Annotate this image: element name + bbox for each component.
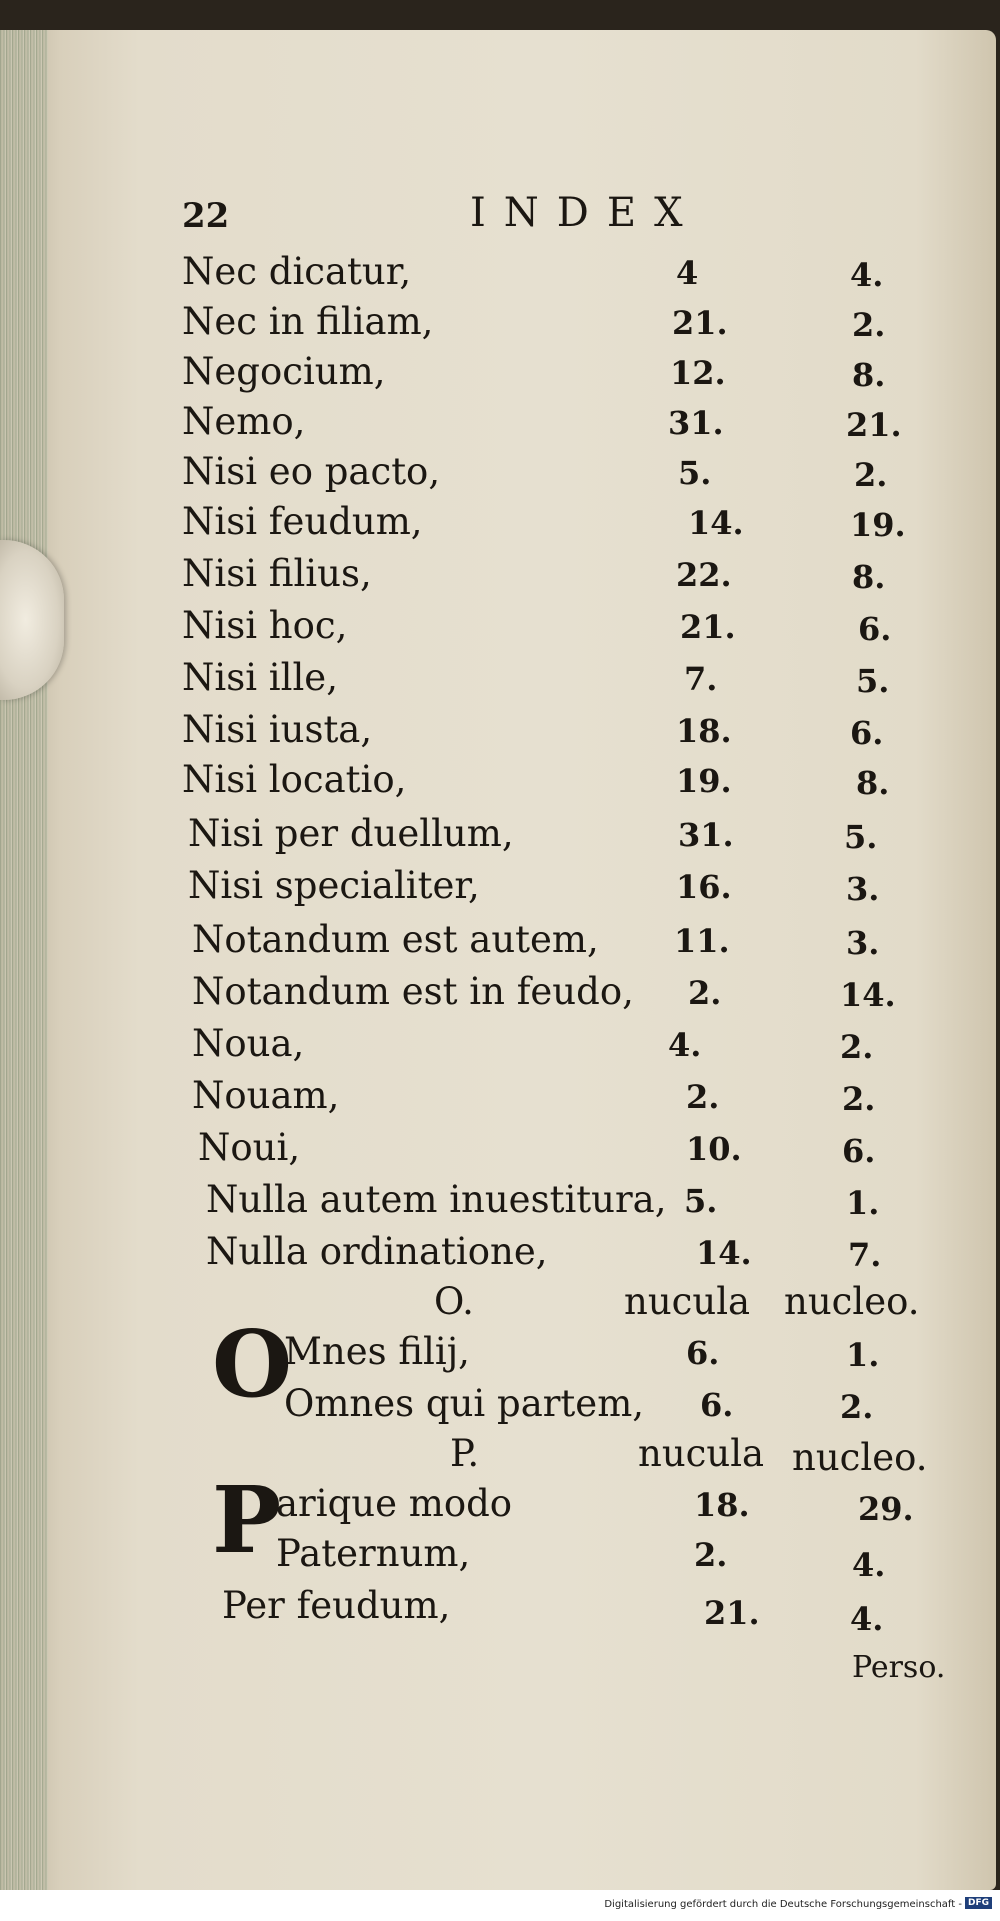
section-col2: nucleo. [792, 1436, 928, 1479]
section-letter: P. [450, 1432, 480, 1475]
entry-term: Nisi hoc, [182, 604, 348, 647]
entry-term: Nemo, [182, 400, 306, 443]
entry-ref1: 10. [686, 1130, 742, 1168]
entry-ref2: 19. [850, 506, 906, 544]
entry-term: Notandum est autem, [192, 918, 599, 961]
section-col1: nucula [638, 1432, 765, 1475]
entry-ref2: 21. [846, 406, 902, 444]
entry-ref1: 2. [688, 974, 722, 1012]
entry-ref2: 4. [852, 1546, 886, 1584]
entry-ref2: 8. [852, 558, 886, 596]
entry-term: Omnes qui partem, [284, 1382, 645, 1425]
dropcap-o: O [212, 1310, 293, 1418]
entry-ref2: 8. [852, 356, 886, 394]
entry-ref2: 6. [858, 610, 892, 648]
entry-ref1: 5. [678, 454, 712, 492]
entry-ref1: 7. [684, 660, 718, 698]
entry-ref2: 3. [846, 924, 880, 962]
entry-ref1: 16. [676, 868, 732, 906]
entry-term: Negocium, [182, 350, 386, 393]
entry-term: Per feudum, [222, 1584, 451, 1627]
dfg-logo: DFG [965, 1897, 992, 1909]
entry-term: Nouam, [192, 1074, 340, 1117]
page-edge [0, 30, 48, 1890]
entry-ref1: 6. [700, 1386, 734, 1424]
entry-term: Nisi ille, [182, 656, 338, 699]
entry-ref1: 14. [688, 504, 744, 542]
entry-ref2: 2. [842, 1080, 876, 1118]
entry-ref1: 18. [694, 1486, 750, 1524]
entry-ref2: 3. [846, 870, 880, 908]
dropcap-p: P [212, 1466, 282, 1574]
entry-term: Nisi locatio, [182, 758, 407, 801]
entry-term: Paternum, [276, 1532, 471, 1575]
entry-term: Nisi per duellum, [188, 812, 514, 855]
section-col2: nucleo. [784, 1280, 920, 1323]
entry-term: Notandum est in feudo, [192, 970, 634, 1013]
entry-ref1: 5. [684, 1182, 718, 1220]
entry-ref1: 31. [678, 816, 734, 854]
entry-term: Nisi feudum, [182, 500, 423, 543]
entry-ref1: 21. [672, 304, 728, 342]
catchword: Perso. [852, 1650, 946, 1685]
entry-ref2: 2. [852, 306, 886, 344]
entry-ref1: 11. [674, 922, 730, 960]
entry-ref1: 2. [686, 1078, 720, 1116]
entry-ref2: 7. [848, 1236, 882, 1274]
entry-ref1: 21. [704, 1594, 760, 1632]
page-title: INDEX [470, 190, 701, 236]
entry-ref2: 5. [856, 662, 890, 700]
entry-ref2: 29. [858, 1490, 914, 1528]
entry-ref2: 8. [856, 764, 890, 802]
entry-ref1: 14. [696, 1234, 752, 1272]
entry-term: Nisi specialiter, [188, 864, 480, 907]
entry-ref2: 6. [842, 1132, 876, 1170]
entry-ref1: 4. [668, 1026, 702, 1064]
entry-ref2: 2. [854, 456, 888, 494]
entry-ref2: 2. [840, 1388, 874, 1426]
section-col1: nucula [624, 1280, 751, 1323]
entry-ref1: 19. [676, 762, 732, 800]
entry-ref2: 4. [850, 1600, 884, 1638]
entry-ref2: 6. [850, 714, 884, 752]
funding-credit: Digitalisierung gefördert durch die Deutsche Forschungsgemeinschaft - [604, 1899, 962, 1910]
entry-ref1: 18. [676, 712, 732, 750]
entry-ref2: 5. [844, 818, 878, 856]
entry-term: Nulla autem inuestitura, [206, 1178, 667, 1221]
entry-ref2: 1. [846, 1184, 880, 1222]
entry-term: Nisi filius, [182, 552, 372, 595]
entry-term: Nec in filiam, [182, 300, 434, 343]
entry-term: Noui, [198, 1126, 301, 1169]
entry-ref2: 14. [840, 976, 896, 1014]
section-letter: O. [434, 1280, 474, 1323]
entry-term: Nec dicatur, [182, 250, 412, 293]
entry-ref2: 1. [846, 1336, 880, 1374]
entry-ref1: 31. [668, 404, 724, 442]
entry-term: Nulla ordinatione, [206, 1230, 548, 1273]
entry-term: Nisi iusta, [182, 708, 373, 751]
entry-ref2: 4. [850, 256, 884, 294]
entry-term: Mnes filij, [284, 1330, 470, 1373]
entry-term: Nisi eo pacto, [182, 450, 441, 493]
entry-ref1: 4 [676, 254, 699, 292]
page-number: 22 [182, 196, 230, 236]
entry-ref2: 2. [840, 1028, 874, 1066]
entry-ref1: 2. [694, 1536, 728, 1574]
entry-ref1: 21. [680, 608, 736, 646]
entry-ref1: 12. [670, 354, 726, 392]
entry-term: arique modo [276, 1482, 513, 1525]
entry-term: Noua, [192, 1022, 305, 1065]
entry-ref1: 6. [686, 1334, 720, 1372]
entry-ref1: 22. [676, 556, 732, 594]
